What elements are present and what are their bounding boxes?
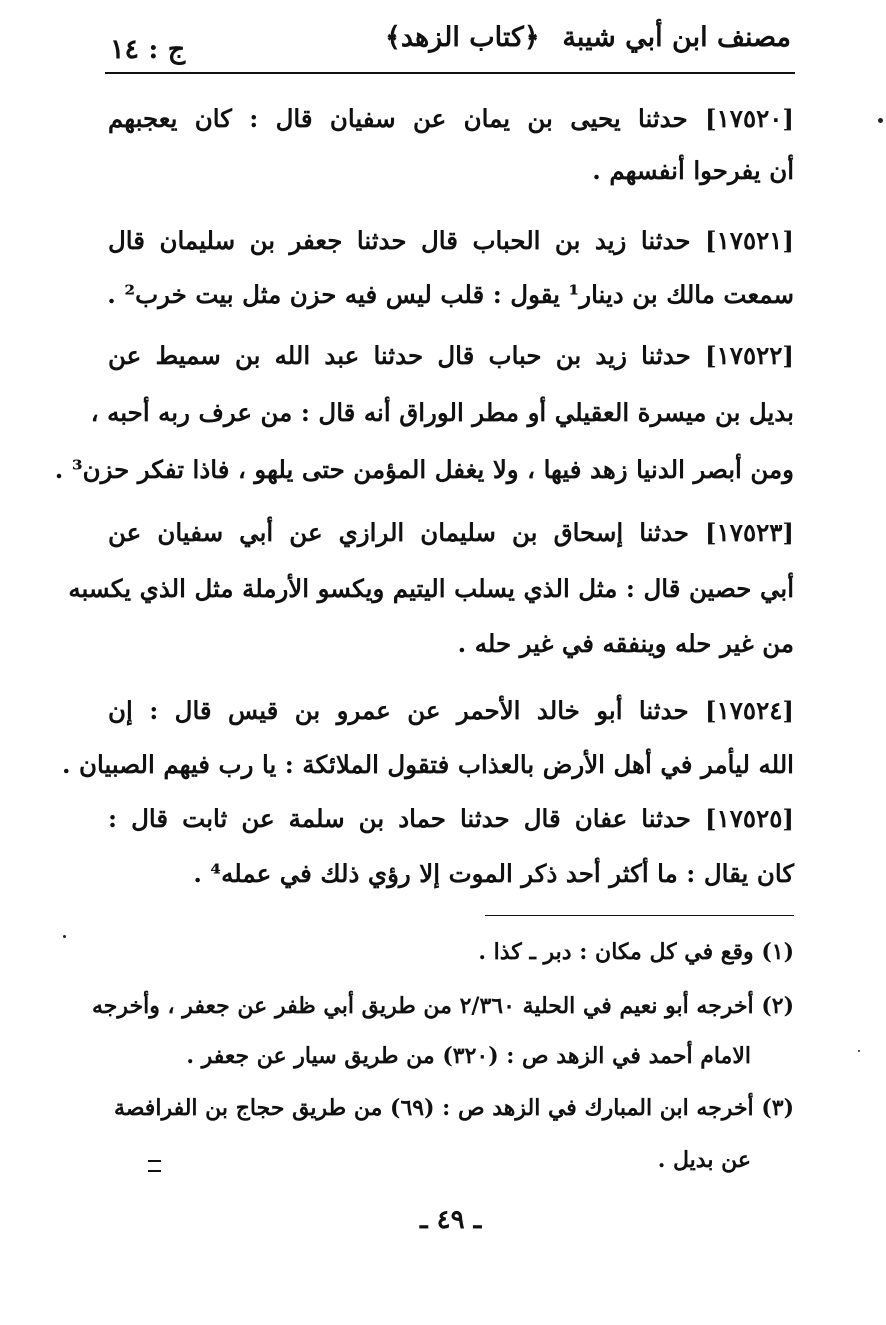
entry-number: [١٧٥٢٢] bbox=[705, 341, 795, 370]
footnote-marker: (٣) bbox=[761, 1095, 794, 1121]
entry-17520-line-2: أن يفرحوا أنفسهم . bbox=[592, 156, 794, 185]
entry-17521-line-2: سمعت مالك بن دينار¹ يقول : قلب ليس فيه حزن مثل بيت خرب² . bbox=[107, 280, 794, 309]
footnote-text: أخرجه ابن المبارك في الزهد ص : (٦٩) من طريق حجاج بن الفرافصة bbox=[113, 1095, 754, 1121]
footnote-divider bbox=[485, 915, 794, 916]
entry-text: حدثنا إسحاق بن سليمان الرازي عن أبي سفيان عن bbox=[108, 518, 689, 547]
footnote-2-line-2: الامام أحمد في الزهد ص : (٣٢٠) من طريق سيار عن جعفر . bbox=[186, 1043, 751, 1069]
entry-17525-line-1 bbox=[108, 796, 794, 842]
entry-17523-line-1 bbox=[108, 510, 794, 556]
entry-17524-line-1 bbox=[108, 688, 794, 734]
entry-17522-line-2: بديل بن ميسرة العقيلي أو مطر الوراق أنه قال : من عرف ربه أحبه ، bbox=[90, 398, 794, 427]
scan-speck bbox=[858, 1050, 860, 1052]
entry-text: حدثنا أبو خالد الأحمر عن عمرو بن قيس قال : إن bbox=[108, 696, 689, 725]
footnote-text: أخرجه أبو نعيم في الحلية ٢/٣٦٠ من طريق أبي ظفر عن جعفر ، وأخرجه bbox=[91, 993, 754, 1019]
header-divider bbox=[105, 72, 795, 74]
entry-17520-line-1 bbox=[108, 96, 794, 142]
entry-number: [١٧٥٢٣] bbox=[705, 518, 795, 547]
footnote-marker: (١) bbox=[761, 939, 794, 965]
section-title: ﴿كتاب الزهد﴾ bbox=[385, 22, 540, 53]
entry-17525-line-2: كان يقال : ما أكثر أحد ذكر الموت إلا رؤي ذلك في عمله⁴ . bbox=[193, 859, 794, 888]
footnote-marker: (٢) bbox=[761, 993, 794, 1019]
footnote-2 bbox=[91, 986, 794, 1026]
scan-speck bbox=[63, 935, 66, 938]
book-title: مصنف ابن أبي شيبة bbox=[562, 22, 791, 53]
entry-text: حدثنا عفان قال حدثنا حماد بن سلمة عن ثابت قال : bbox=[108, 804, 691, 833]
entry-text: حدثنا زيد بن حباب قال حدثنا عبد الله بن سميط عن bbox=[108, 341, 691, 370]
footnote-3 bbox=[113, 1088, 794, 1128]
entry-number: [١٧٥٢٥] bbox=[705, 804, 794, 833]
entry-17524-line-2: الله ليأمر في أهل الأرض بالعذاب فتقول الملائكة : يا رب فيهم الصبيان . bbox=[61, 750, 794, 779]
scan-speck bbox=[878, 118, 883, 123]
entry-17522-line-3: ومن أبصر الدنيا زهد فيها ، ولا يغفل المؤمن حتى يلهو ، فاذا تفكر حزن³ . bbox=[54, 455, 794, 484]
entry-number: [١٧٥٢٠] bbox=[705, 104, 795, 133]
entry-number: [١٧٥٢١] bbox=[705, 226, 795, 255]
footnote-3-line-2: عن بديل . bbox=[657, 1147, 751, 1173]
footnote-1 bbox=[478, 932, 794, 972]
entry-17523-line-3: من غير حله وينفقه في غير حله . bbox=[457, 629, 794, 658]
end-mark bbox=[148, 1160, 161, 1172]
entry-text: حدثنا زيد بن الحباب قال حدثنا جعفر بن سليمان قال bbox=[108, 226, 691, 255]
entry-17521-line-1 bbox=[108, 218, 794, 264]
page-number: ـ ٤٩ ـ bbox=[420, 1205, 482, 1235]
entry-text: حدثنا يحيى بن يمان عن سفيان قال : كان يعجبهم bbox=[108, 104, 688, 133]
entry-17522-line-1 bbox=[108, 333, 794, 379]
entry-number: [١٧٥٢٤] bbox=[705, 696, 794, 725]
footnote-text: وقع في كل مكان : دبر ـ كذا . bbox=[478, 939, 754, 965]
entry-17523-line-2: أبي حصين قال : مثل الذي يسلب اليتيم ويكسو الأرملة مثل الذي يكسبه bbox=[68, 574, 794, 603]
volume-number: ج : ١٤ bbox=[110, 34, 186, 65]
